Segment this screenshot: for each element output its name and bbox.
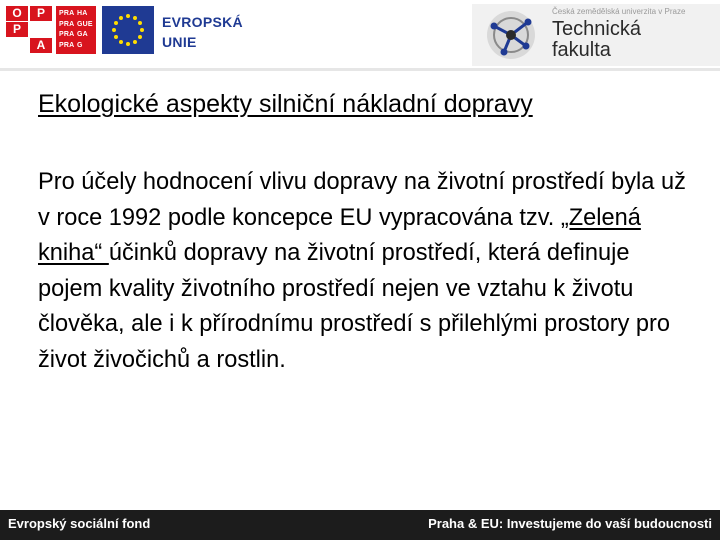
op-word: PRA — [59, 10, 75, 17]
op-blank-cell-2 — [6, 38, 28, 53]
green-book-reference: „Zelená kniha“ — [38, 204, 641, 266]
faculty-emblem-icon — [484, 8, 538, 62]
header-divider — [0, 68, 720, 71]
op-blank-cell — [30, 22, 52, 37]
op-word-column-1 — [59, 9, 74, 51]
op-letter-p2: P — [6, 22, 28, 37]
op-praha-letter-grid — [6, 6, 54, 54]
op-word: G — [77, 41, 83, 49]
op-word: GUE — [77, 20, 93, 28]
eu-logo-line2: UNIE — [162, 34, 197, 50]
faculty-name-line1: Technická — [552, 18, 641, 40]
op-praha-logo — [6, 6, 96, 54]
slide-header — [0, 0, 720, 72]
op-word: PRA — [59, 20, 75, 28]
op-word: PRA — [59, 41, 75, 49]
op-word: GA — [77, 31, 88, 38]
eu-flag-icon — [102, 6, 154, 54]
faculty-name-line2: fakulta — [552, 39, 611, 61]
footer-fund-name: Evropský sociální fond — [8, 516, 151, 531]
op-word: HA — [77, 10, 88, 17]
footer-slogan: Praha & EU: Investujeme do vaší budoucnosti — [428, 516, 712, 531]
body-text-start: Pro účely hodnocení vlivu dopravy na životní prostředí byla už v roce 1992 podle koncepce EU vypracována tzv. — [38, 169, 686, 231]
op-letter-p: P — [30, 6, 52, 21]
eu-logo-line1: EVROPSKÁ — [162, 14, 243, 30]
slide-body-text — [38, 165, 698, 378]
eu-logo-text — [162, 12, 243, 52]
slide-footer — [0, 510, 720, 540]
slide-title: Ekologické aspekty silniční nákladní dopravy — [38, 90, 533, 118]
university-name: Česká zemědělská univerzita v Praze — [552, 7, 686, 16]
body-text-end: účinků dopravy na životní prostředí, která definuje pojem kvality životního prostředí nejen ve vztahu k životu člověka, ale i k přírodnímu prostředí s přilehlými prostory pro život živočichů a rostlin. — [38, 240, 671, 373]
op-word-column-2 — [77, 9, 93, 51]
op-letter-a: A — [30, 38, 52, 53]
op-word: PRA — [59, 31, 75, 38]
op-praha-words — [56, 6, 96, 54]
faculty-logo — [472, 4, 720, 66]
op-letter-o: O — [6, 6, 28, 21]
faculty-name — [552, 19, 641, 61]
